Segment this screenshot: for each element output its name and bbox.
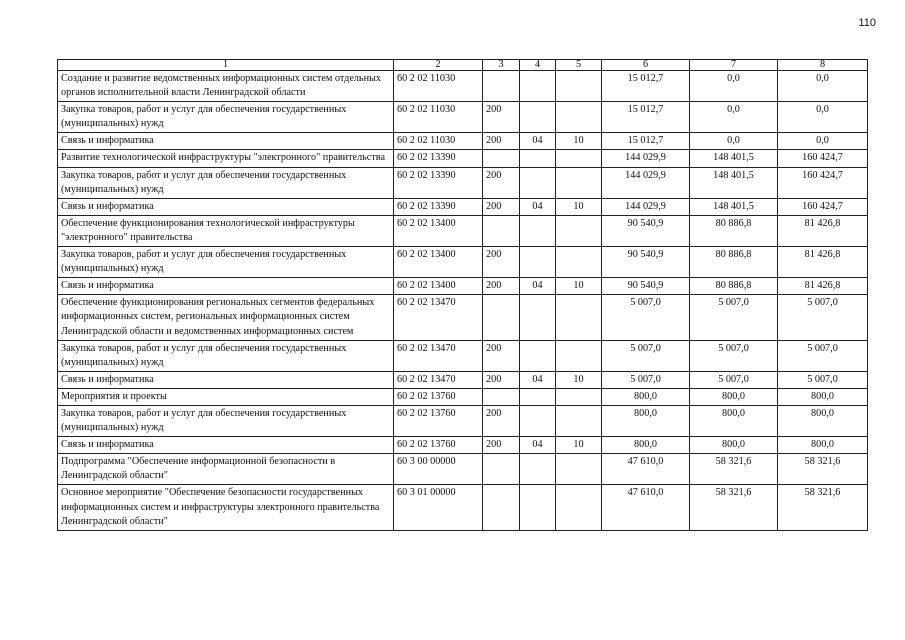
code-cell: 60 2 02 13400 [394,247,483,278]
table-row [58,71,868,102]
name-cell: Закупка товаров, работ и услуг для обеспечения государственных (муниципальных) нужд [58,247,394,278]
header-cell: 4 [520,60,556,71]
name-cell: Создание и развитие ведомственных информационных систем отдельных органов исполнительной власти Ленинградской области [58,71,394,102]
value-year1-cell: 90 540,9 [602,215,690,246]
value-year2-cell: 58 321,6 [690,454,778,485]
header-cell: 8 [778,60,868,71]
value-year3-cell: 0,0 [778,133,868,150]
value-year3-cell: 5 007,0 [778,371,868,388]
section-cell [520,454,556,485]
expense-type-cell: 200 [483,405,520,436]
value-year2-cell: 80 886,8 [690,215,778,246]
value-year1-cell: 144 029,9 [602,150,690,167]
value-year1-cell: 15 012,7 [602,102,690,133]
name-cell: Закупка товаров, работ и услуг для обеспечения государственных (муниципальных) нужд [58,167,394,198]
page-number: 110 [858,17,876,29]
header-cell: 5 [556,60,602,71]
value-year2-cell: 800,0 [690,405,778,436]
expense-type-cell: 200 [483,437,520,454]
value-year2-cell: 5 007,0 [690,295,778,340]
value-year3-cell: 81 426,8 [778,215,868,246]
header-cell: 3 [483,60,520,71]
name-cell: Закупка товаров, работ и услуг для обеспечения государственных (муниципальных) нужд [58,405,394,436]
value-year3-cell: 58 321,6 [778,485,868,530]
section-cell [520,405,556,436]
value-year3-cell: 160 424,7 [778,150,868,167]
value-year2-cell: 0,0 [690,71,778,102]
value-year2-cell: 148 401,5 [690,150,778,167]
code-cell: 60 2 02 13390 [394,150,483,167]
name-cell: Связь и информатика [58,437,394,454]
name-cell: Обеспечение функционирования технологической инфраструктуры "электронного" правительства [58,215,394,246]
value-year1-cell: 5 007,0 [602,371,690,388]
value-year2-cell: 80 886,8 [690,278,778,295]
value-year1-cell: 47 610,0 [602,454,690,485]
section-cell [520,485,556,530]
code-cell: 60 2 02 13390 [394,167,483,198]
name-cell: Обеспечение функционирования региональных сегментов федеральных информационных систем, региональных информационных систем Ленинградской области и ведомственных информационных систем [58,295,394,340]
value-year2-cell: 58 321,6 [690,485,778,530]
value-year3-cell: 5 007,0 [778,340,868,371]
value-year3-cell: 58 321,6 [778,454,868,485]
value-year2-cell: 5 007,0 [690,340,778,371]
subsection-cell [556,340,602,371]
table-row [58,295,868,340]
code-cell: 60 2 02 11030 [394,71,483,102]
table-row [58,454,868,485]
expense-type-cell [483,71,520,102]
table-row [58,215,868,246]
section-cell [520,388,556,405]
expense-type-cell: 200 [483,247,520,278]
value-year2-cell: 80 886,8 [690,247,778,278]
code-cell: 60 2 02 13470 [394,371,483,388]
value-year2-cell: 0,0 [690,133,778,150]
section-cell [520,247,556,278]
code-cell: 60 2 02 13760 [394,388,483,405]
subsection-cell [556,295,602,340]
subsection-cell [556,247,602,278]
subsection-cell [556,215,602,246]
name-cell: Закупка товаров, работ и услуг для обеспечения государственных (муниципальных) нужд [58,340,394,371]
section-cell: 04 [520,133,556,150]
section-cell [520,150,556,167]
value-year3-cell: 160 424,7 [778,198,868,215]
expense-type-cell [483,388,520,405]
subsection-cell [556,102,602,133]
subsection-cell [556,454,602,485]
table-row [58,150,868,167]
subsection-cell: 10 [556,133,602,150]
expense-type-cell [483,150,520,167]
expense-type-cell [483,295,520,340]
section-cell [520,71,556,102]
table-row [58,102,868,133]
section-cell [520,102,556,133]
value-year1-cell: 800,0 [602,405,690,436]
value-year2-cell: 148 401,5 [690,167,778,198]
value-year1-cell: 800,0 [602,437,690,454]
table-row [58,133,868,150]
name-cell: Связь и информатика [58,278,394,295]
expense-type-cell: 200 [483,198,520,215]
name-cell: Связь и информатика [58,133,394,150]
subsection-cell [556,71,602,102]
name-cell: Мероприятия и проекты [58,388,394,405]
subsection-cell [556,167,602,198]
value-year3-cell: 0,0 [778,71,868,102]
value-year3-cell: 800,0 [778,388,868,405]
value-year1-cell: 15 012,7 [602,71,690,102]
name-cell: Связь и информатика [58,371,394,388]
value-year1-cell: 144 029,9 [602,167,690,198]
table-body [58,71,868,531]
value-year1-cell: 47 610,0 [602,485,690,530]
section-cell: 04 [520,278,556,295]
name-cell: Основное мероприятие "Обеспечение безопасности государственных информационных систем и инфраструктуры электронного правительства Ленинградской области" [58,485,394,530]
name-cell: Закупка товаров, работ и услуг для обеспечения государственных (муниципальных) нужд [58,102,394,133]
code-cell: 60 2 02 13470 [394,295,483,340]
section-cell: 04 [520,198,556,215]
table-row [58,167,868,198]
code-cell: 60 2 02 11030 [394,133,483,150]
table-row [58,371,868,388]
header-row [58,60,868,71]
subsection-cell: 10 [556,198,602,215]
value-year2-cell: 5 007,0 [690,371,778,388]
expense-type-cell: 200 [483,167,520,198]
code-cell: 60 2 02 13760 [394,437,483,454]
header-cell: 6 [602,60,690,71]
subsection-cell [556,150,602,167]
section-cell [520,215,556,246]
budget-table [57,59,868,531]
table-row [58,388,868,405]
code-cell: 60 2 02 13390 [394,198,483,215]
code-cell: 60 2 02 13760 [394,405,483,436]
code-cell: 60 2 02 13400 [394,278,483,295]
expense-type-cell: 200 [483,133,520,150]
value-year1-cell: 5 007,0 [602,340,690,371]
code-cell: 60 2 02 11030 [394,102,483,133]
value-year1-cell: 144 029,9 [602,198,690,215]
value-year1-cell: 15 012,7 [602,133,690,150]
name-cell: Подпрограмма "Обеспечение информационной безопасности в Ленинградской области" [58,454,394,485]
value-year1-cell: 90 540,9 [602,278,690,295]
expense-type-cell: 200 [483,371,520,388]
value-year1-cell: 90 540,9 [602,247,690,278]
value-year2-cell: 148 401,5 [690,198,778,215]
section-cell: 04 [520,437,556,454]
expense-type-cell: 200 [483,340,520,371]
value-year1-cell: 5 007,0 [602,295,690,340]
code-cell: 60 3 00 00000 [394,454,483,485]
value-year2-cell: 0,0 [690,102,778,133]
subsection-cell [556,485,602,530]
table-row [58,437,868,454]
section-cell [520,340,556,371]
expense-type-cell: 200 [483,102,520,133]
name-cell: Связь и информатика [58,198,394,215]
subsection-cell: 10 [556,371,602,388]
section-cell: 04 [520,371,556,388]
code-cell: 60 3 01 00000 [394,485,483,530]
subsection-cell: 10 [556,437,602,454]
expense-type-cell [483,215,520,246]
expense-type-cell: 200 [483,278,520,295]
value-year3-cell: 800,0 [778,437,868,454]
subsection-cell: 10 [556,278,602,295]
value-year3-cell: 81 426,8 [778,247,868,278]
table-row [58,405,868,436]
table-row [58,485,868,530]
table-row [58,198,868,215]
value-year3-cell: 81 426,8 [778,278,868,295]
value-year2-cell: 800,0 [690,388,778,405]
table-row [58,340,868,371]
section-cell [520,167,556,198]
expense-type-cell [483,454,520,485]
table-header [58,60,868,71]
expense-type-cell [483,485,520,530]
name-cell: Развитие технологической инфраструктуры "электронного" правительства [58,150,394,167]
header-cell: 7 [690,60,778,71]
value-year2-cell: 800,0 [690,437,778,454]
table-row [58,278,868,295]
header-cell: 1 [58,60,394,71]
code-cell: 60 2 02 13470 [394,340,483,371]
value-year3-cell: 0,0 [778,102,868,133]
value-year3-cell: 5 007,0 [778,295,868,340]
header-cell: 2 [394,60,483,71]
value-year3-cell: 160 424,7 [778,167,868,198]
subsection-cell [556,388,602,405]
code-cell: 60 2 02 13400 [394,215,483,246]
table-row [58,247,868,278]
value-year1-cell: 800,0 [602,388,690,405]
section-cell [520,295,556,340]
value-year3-cell: 800,0 [778,405,868,436]
subsection-cell [556,405,602,436]
